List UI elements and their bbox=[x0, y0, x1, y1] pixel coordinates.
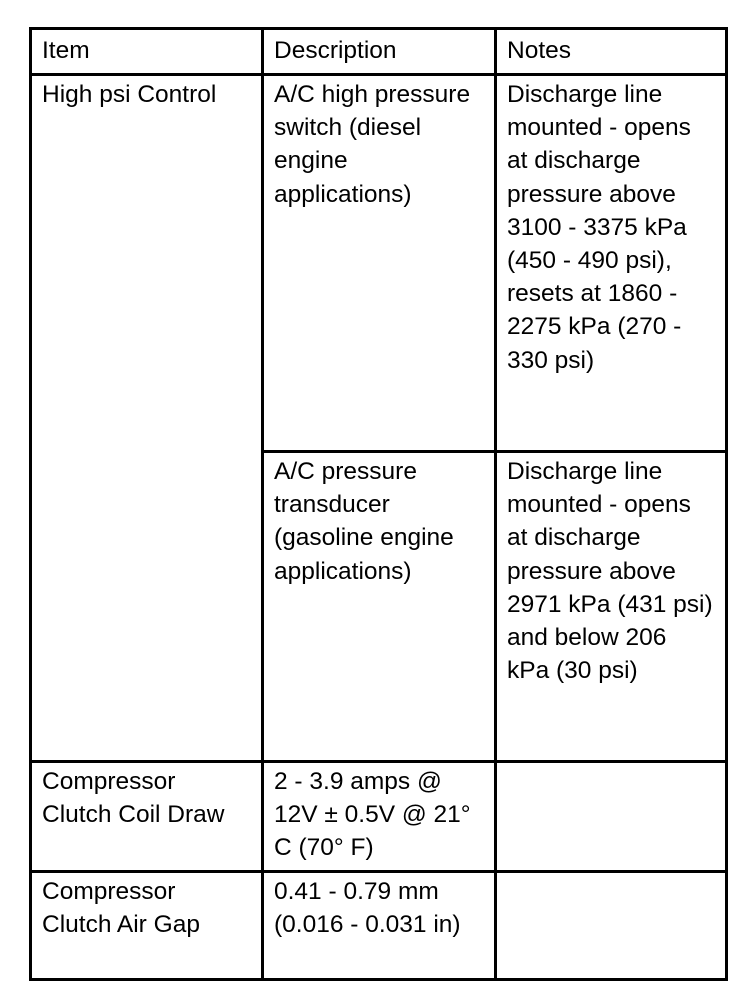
header-notes: Notes bbox=[496, 29, 727, 75]
item-cell: High psi Control bbox=[31, 75, 263, 762]
table-row bbox=[31, 75, 727, 452]
table-row bbox=[31, 872, 727, 980]
description-cell: 0.41 - 0.79 mm (0.016 - 0.031 in) bbox=[263, 872, 496, 980]
description-cell: A/C high pressure switch (diesel engine applications) bbox=[263, 75, 496, 452]
header-description: Description bbox=[263, 29, 496, 75]
notes-cell: Discharge line mounted - opens at discharge pressure above 2971 kPa (431 psi) and below 206 kPa (30 psi) bbox=[496, 452, 727, 762]
item-cell: Compressor Clutch Coil Draw bbox=[31, 762, 263, 872]
description-cell: A/C pressure transducer (gasoline engine applications) bbox=[263, 452, 496, 762]
header-item: Item bbox=[31, 29, 263, 75]
header-row bbox=[31, 29, 727, 75]
specifications-table bbox=[29, 27, 728, 981]
notes-cell: Discharge line mounted - opens at discharge pressure above 3100 - 3375 kPa (450 - 490 psi), resets at 1860 - 2275 kPa (270 - 330 psi) bbox=[496, 75, 727, 452]
notes-cell bbox=[496, 762, 727, 872]
notes-cell bbox=[496, 872, 727, 980]
item-cell: Compressor Clutch Air Gap bbox=[31, 872, 263, 980]
table-row bbox=[31, 762, 727, 872]
description-cell: 2 - 3.9 amps @ 12V ± 0.5V @ 21° C (70° F) bbox=[263, 762, 496, 872]
